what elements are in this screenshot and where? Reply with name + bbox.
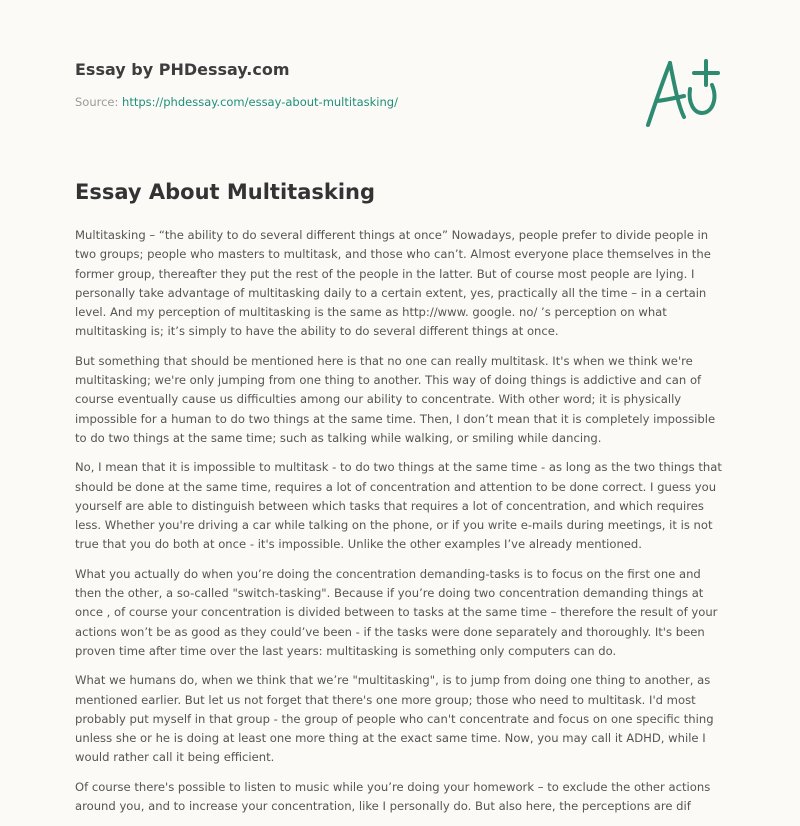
essay-title: Essay About Multitasking <box>75 180 376 204</box>
essay-paragraph-2: But something that should be mentioned here is that no one can really multitask. It's when we think we're multitasking; we're only jumping from one thing to another. This way of doing things is addictive and can of course eventually cause us difficulties among our ability to concentrate. With other word; it is physically impossible for a human to do two things at the same time. Then, I don’t mean that it is completely impossible to do two things at the same time; such as talking while walking, or smiling while dancing. <box>75 353 716 445</box>
essay-paragraph-3: No, I mean that it is impossible to multitask - to do two things at the same time - as long as the two things that should be done at the same time, requires a lot of concentration and attention to be done correct. I guess you yourself are able to distinguish between which tasks that requires a lot of concentration, and which requires less. Whether you're driving a car while talking on the phone, or if you write e-mails during meetings, it is not true that you do both at once - it's impossible. Unlike the other examples I’ve already mentioned. <box>75 460 722 552</box>
a-plus-logo-icon <box>632 55 732 130</box>
essay-paragraph-6: Of course there's possible to listen to music while you’re doing your homework – to exclude the other actions around you, and to increase your concentration, like I personally do. But also here, the perceptions are dif <box>75 779 711 814</box>
essay-paragraph-5: What we humans do, when we think that we’re "multitasking", is to jump from doing one thing to another, as mentioned earlier. But let us not forget that there's one more group; those who need to multitask. I'd most probably put myself in that group - the group of people who can't concentrate and focus on one specific thing unless she or he is doing at least one more thing at the exact same time. Now, you may call it ADHD, while I would rather call it being efficient. <box>75 673 714 765</box>
essay <box>75 174 727 826</box>
source-line <box>75 94 635 110</box>
essay-paragraph-4: What you actually do when you’re doing the concentration demanding-tasks is to focus on the first one and then the other, a so-called "switch-tasking". Because if you’re doing two concentration demanding things at once , of course your concentration is divided between to tasks at the same time – therefore the result of your actions won’t be as good as they could’ve been - if the tasks were done separately and thoroughly. It's been proven time after time over the last years: multitasking is something only computers can do. <box>75 566 718 658</box>
essay-paragraph-1: Multitasking – “the ability to do several different things at once” Nowadays, people prefer to divide people in two groups; people who masters to multitask, and those who can’t. Almost everyone place themselves in the former group, thereafter they put the rest of the people in the latter. But of course most people are lying. I personally take advantage of multitasking daily to a certain extent, yes, practically all the time – in a certain level. And my perception of multitasking is the same as http://www. google. no/ ’s perception on what multitasking is; it’s simply to have the ability to do several different things at once. <box>75 228 711 339</box>
site-title: Essay by PHDessay.com <box>75 60 290 79</box>
document-header <box>75 57 635 110</box>
source-link[interactable]: https://phdessay.com/essay-about-multitasking/ <box>122 95 398 109</box>
source-label: Source: <box>75 95 119 109</box>
